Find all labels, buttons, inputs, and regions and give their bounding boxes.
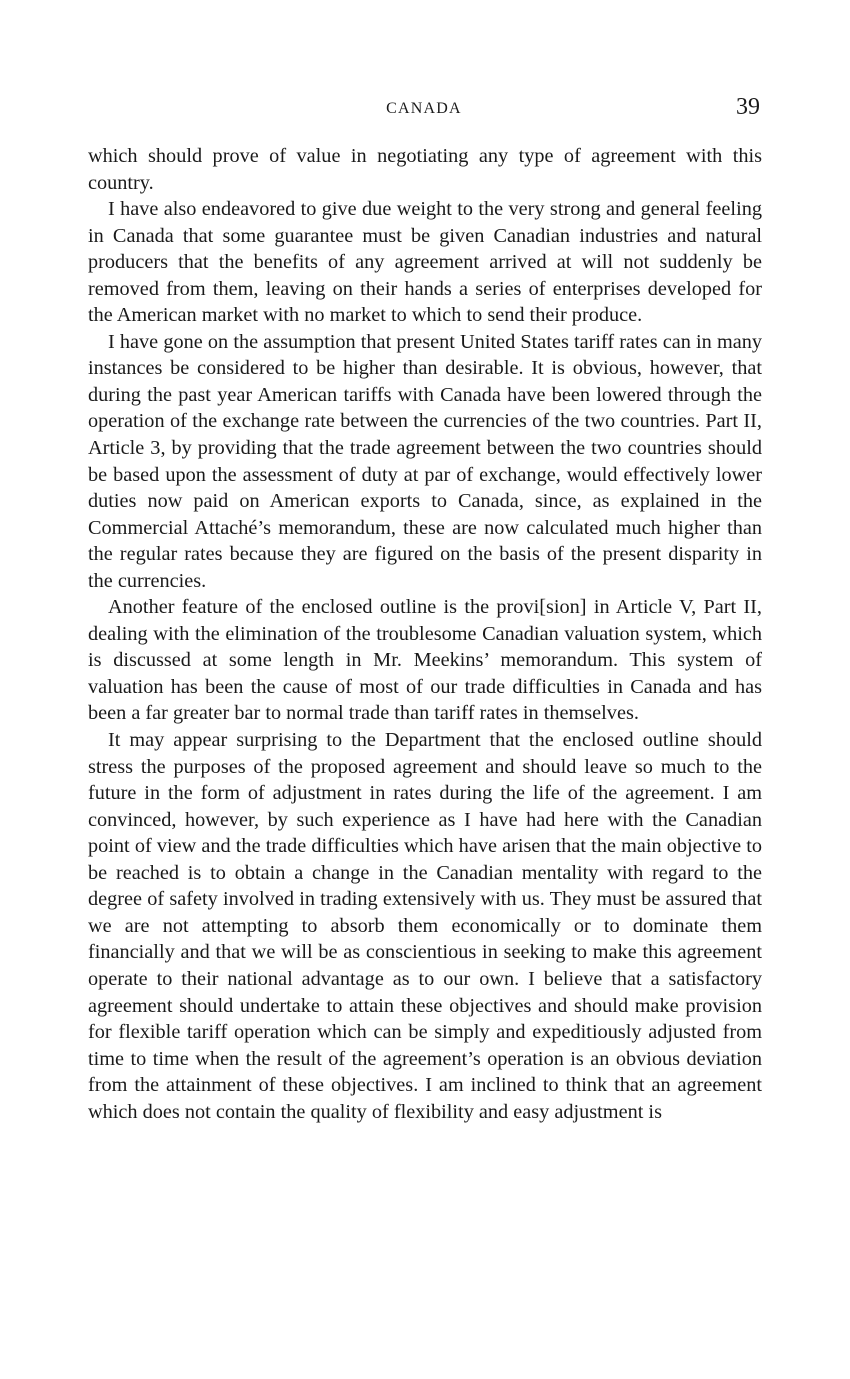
running-title: CANADA bbox=[386, 100, 462, 117]
running-head bbox=[88, 96, 760, 126]
page-number: 39 bbox=[736, 94, 760, 120]
paragraph-continuation: which should prove of value in negotiating any type of agreement with this country. bbox=[88, 145, 762, 194]
paragraph-valuation-system: Another feature of the enclosed outline is the provi[sion] in Article V, Part II, dealing with the elimination of the troublesome Canadian valuation system, which is discussed at some length in Mr. Meekins’ memorandum. This system of valuation has been the cause of most of our trade difficulties in Canada and has been a far greater bar to normal trade than tariff rates in themselves. bbox=[88, 596, 762, 725]
body-text bbox=[88, 143, 762, 1125]
paragraph-agreement-purposes: It may appear surprising to the Department that the enclosed outline should stress the purposes of the proposed agreement and should leave so much to the future in the form of adjustment in rates during the life of the agreement. I am convinced, however, by such experience as I have had here with the Canadian point of view and the trade difficulties which have arisen that the main objective to be reached is to obtain a change in the Canadian mentality with regard to the degree of safety involved in trading extensively with us. They must be assured that we are not attempting to absorb them economically or to dominate them financially and that we will be as conscientious in seeking to make this agreement operate to their national advantage as to our own. I believe that a satisfactory agreement should undertake to attain these objectives and should make provision for flexible tariff operation which can be simply and expeditiously adjusted from time to time when the result of the agreement’s operation is an obvious deviation from the attainment of these objectives. I am inclined to think that an agreement which does not contain the quality of flexibility and easy adjustment is bbox=[88, 729, 762, 1123]
paragraph-guarantee: I have also endeavored to give due weight to the very strong and general feeling in Canada that some guarantee must be given Canadian industries and natural producers that the benefits of any agreement arrived at will not suddenly be removed from them, leaving on their hands a series of enterprises developed for the American market with no market to which to send their produce. bbox=[88, 198, 762, 327]
paragraph-tariff-rates: I have gone on the assumption that present United States tariff rates can in many instances be considered to be higher than desirable. It is obvious, however, that during the past year American tariffs with Canada have been lowered through the operation of the exchange rate between the currencies of the two countries. Part II, Article 3, by providing that the trade agreement between the two countries should be based upon the assessment of duty at par of exchange, would effectively lower duties now paid on American exports to Canada, since, as explained in the Commercial Attaché’s memorandum, these are now calculated much higher than the regular rates because they are figured on the basis of the present disparity in the currencies. bbox=[88, 330, 762, 592]
